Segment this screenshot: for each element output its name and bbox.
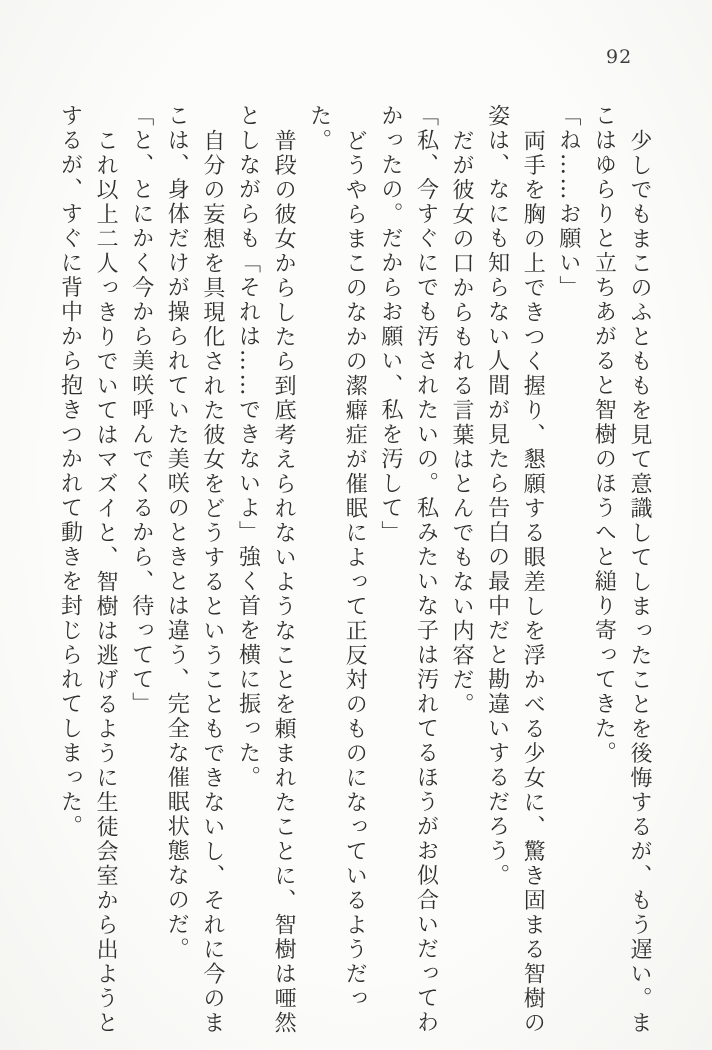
text-column: 普段の彼女からしたら到底考えられないようなことを頼まれたことに、智樹は唖然 xyxy=(271,128,297,1035)
text-column: としながらも「それは……できないよ」強く首を横に振った。 xyxy=(235,104,261,790)
text-column: こはゆらりと立ちあがると智樹のほうへと縋り寄ってきた。 xyxy=(591,104,617,766)
text-column: 少しでもまこのふとももを見て意識してしまったことを後悔するが、もう遅い。ま xyxy=(627,128,652,1035)
text-column: 自分の妄想を具現化された彼女をどうするということもできないし、それに今のま xyxy=(199,128,225,1035)
vertical-text-block xyxy=(50,104,657,1046)
text-column: だが彼女の口からもれる言葉はとんでもない内容だ。 xyxy=(449,128,475,717)
text-column: するが、すぐに背中から抱きつかれて動きを封じられてしまった。 xyxy=(57,104,83,839)
text-column: 「と、とにかく今から美咲呼んでくるから、待ってて」 xyxy=(128,104,154,717)
text-column: どうやらまこのなかの潔癖症が催眠によって正反対のものになっているようだっ xyxy=(342,128,368,1011)
text-column: 「私、今すぐにでも汚されたいの。私みたいな子は汚れてるほうがお似合いだってわ xyxy=(413,104,439,1035)
text-column: これ以上二人っきりでいてはマズイと、智樹は逃げるように生徒会室から出ようと xyxy=(93,128,119,1035)
text-column: こは、身体だけが操られていた美咲のときとは違う、完全な催眠状態なのだ。 xyxy=(164,104,190,962)
text-column: 「ね……お願い」 xyxy=(555,104,581,300)
page-number: 92 xyxy=(606,46,633,68)
text-column: かったの。だからお願い、私を汚して」 xyxy=(377,104,403,545)
text-column: た。 xyxy=(306,104,332,153)
text-column: 両手を胸の上できつく握り、懇願する眼差しを浮かべる少女に、驚き固まる智樹の xyxy=(520,128,546,1035)
text-column: 姿は、なにも知らない人間が見たら告白の最中だと勘違いするだろう。 xyxy=(484,104,510,888)
